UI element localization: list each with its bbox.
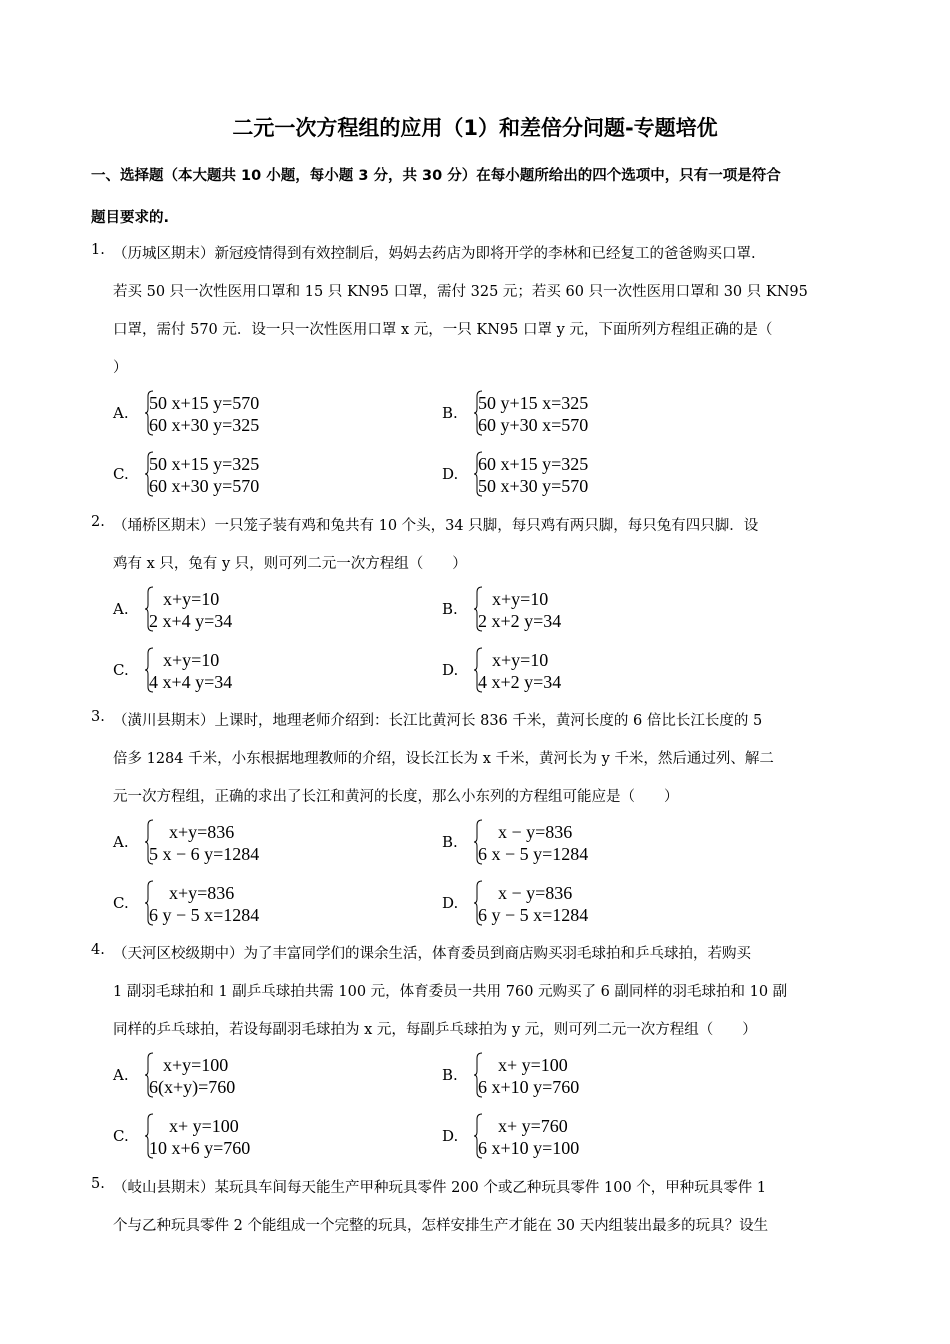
equation-2: 5 x − 6 y=1284: [149, 844, 260, 864]
option-letter: B.: [442, 833, 458, 851]
equation-1: 50 x+15 y=325: [149, 454, 260, 474]
question-4-line1: （天河区校级期中）为了丰富同学们的课余生活，体育委员到商店购买羽毛球拍和乒乓球拍，若购买: [113, 946, 751, 962]
equation-2: 6 x − 5 y=1284: [478, 844, 589, 864]
question-2-option-d: [442, 647, 742, 695]
option-letter: C.: [113, 1127, 129, 1145]
equation-2: 60 x+30 y=325: [149, 415, 260, 435]
question-1-number: 1.: [91, 242, 105, 258]
question-5-line2: 个与乙种玩具零件 2 个能组成一个完整的玩具，怎样安排生产才能在 30 天内组装出最多的玩具？设生: [113, 1218, 769, 1234]
question-3-option-a: [113, 819, 413, 867]
option-letter: D.: [442, 1127, 459, 1145]
question-2-option-b: [442, 586, 742, 634]
question-1-line4: ）: [113, 360, 128, 376]
question-2-line1: （埇桥区期末）一只笼子装有鸡和兔共有 10 个头，34 只脚，每只鸡有两只脚，每只兔有四只脚．设: [113, 518, 759, 534]
option-letter: D.: [442, 894, 459, 912]
equation-2: 60 x+30 y=570: [149, 476, 260, 496]
equation-2: 6 x+10 y=760: [478, 1077, 580, 1097]
question-4-option-c: [113, 1113, 413, 1161]
option-letter: B.: [442, 1066, 458, 1084]
question-4-number: 4.: [91, 942, 105, 958]
equation-1: 50 y+15 x=325: [478, 393, 589, 413]
question-4-option-a: [113, 1052, 413, 1100]
equation-1: x+y=100: [163, 1055, 229, 1075]
equation-2: 6(x+y)=760: [149, 1077, 236, 1097]
question-3-number: 3.: [91, 709, 105, 725]
question-2-line2: 鸡有 x 只，兔有 y 只，则可列二元一次方程组（ ）: [113, 556, 467, 572]
equation-2: 2 x+4 y=34: [149, 611, 233, 631]
question-5-number: 5.: [91, 1176, 105, 1192]
equation-2: 4 x+4 y=34: [149, 672, 233, 692]
question-2-option-a: [113, 586, 413, 634]
page-title: 二元一次方程组的应用（1）和差倍分问题-专题培优: [232, 116, 718, 140]
equation-1: x − y=836: [498, 822, 573, 842]
question-3-option-c: [113, 880, 413, 928]
option-letter: C.: [113, 894, 129, 912]
equation-2: 4 x+2 y=34: [478, 672, 562, 692]
equation-1: x+y=836: [169, 822, 235, 842]
equation-2: 6 x+10 y=100: [478, 1138, 580, 1158]
question-3-line3: 元一次方程组，正确的求出了长江和黄河的长度，那么小东列的方程组可能应是（ ）: [113, 789, 679, 805]
equation-1: x+y=10: [163, 589, 220, 609]
section-heading-line1: 一、选择题（本大题共 10 小题，每小题 3 分，共 30 分）在每小题所给出的四个选项中，只有一项是符合: [91, 168, 781, 184]
question-3-line2: 倍多 1284 千米，小东根据地理教师的介绍，设长江长为 x 千米，黄河长为 y 千米，然后通过列、解二: [113, 751, 774, 767]
equation-1: x+ y=100: [498, 1055, 568, 1075]
equation-1: x+ y=760: [498, 1116, 568, 1136]
question-3-option-d: [442, 880, 742, 928]
question-1-option-a: [113, 390, 413, 438]
option-letter: B.: [442, 600, 458, 618]
equation-1: x+y=10: [163, 650, 220, 670]
question-2-number: 2.: [91, 514, 105, 530]
option-letter: C.: [113, 661, 129, 679]
section-heading-line2: 题目要求的.: [91, 210, 170, 226]
question-1-option-b: [442, 390, 742, 438]
equation-1: 60 x+15 y=325: [478, 454, 589, 474]
question-4-option-b: [442, 1052, 742, 1100]
option-letter: A.: [113, 600, 129, 618]
question-1-option-c: [113, 451, 413, 499]
equation-1: x+y=10: [492, 650, 549, 670]
question-1-line3: 口罩，需付 570 元．设一只一次性医用口罩 x 元，一只 KN95 口罩 y 元，下面所列方程组正确的是（: [113, 322, 773, 338]
question-4-line3: 同样的乒乓球拍，若设每副羽毛球拍为 x 元，每副乒乓球拍为 y 元，则可列二元一次方程组（ ）: [113, 1022, 757, 1038]
option-letter: B.: [442, 404, 458, 422]
option-letter: A.: [113, 833, 129, 851]
option-letter: D.: [442, 661, 459, 679]
question-3-line1: （潢川县期末）上课时，地理老师介绍到：长江比黄河长 836 千米，黄河长度的 6 倍比长江长度的 5: [113, 713, 763, 729]
equation-2: 10 x+6 y=760: [149, 1138, 251, 1158]
question-4-option-d: [442, 1113, 742, 1161]
option-letter: D.: [442, 465, 459, 483]
question-5-line1: （岐山县期末）某玩具车间每天能生产甲种玩具零件 200 个或乙种玩具零件 100 个，甲种玩具零件 1: [113, 1180, 767, 1196]
equation-1: x+y=836: [169, 883, 235, 903]
question-1-option-d: [442, 451, 742, 499]
option-letter: A.: [113, 404, 129, 422]
equation-2: 6 y − 5 x=1284: [478, 905, 589, 925]
question-2-option-c: [113, 647, 413, 695]
question-4-line2: 1 副羽毛球拍和 1 副乒乓球拍共需 100 元，体育委员一共用 760 元购买了 6 副同样的羽毛球拍和 10 副: [113, 984, 788, 1000]
question-3-option-b: [442, 819, 742, 867]
option-letter: C.: [113, 465, 129, 483]
equation-2: 50 x+30 y=570: [478, 476, 589, 496]
equation-2: 6 y − 5 x=1284: [149, 905, 260, 925]
equation-1: x+y=10: [492, 589, 549, 609]
equation-2: 60 y+30 x=570: [478, 415, 589, 435]
equation-1: 50 x+15 y=570: [149, 393, 260, 413]
option-letter: A.: [113, 1066, 129, 1084]
equation-2: 2 x+2 y=34: [478, 611, 562, 631]
question-1-line1: （历城区期末）新冠疫情得到有效控制后，妈妈去药店为即将开学的李林和已经复工的爸爸购买口罩.: [113, 246, 756, 262]
question-1-line2: 若买 50 只一次性医用口罩和 15 只 KN95 口罩，需付 325 元；若买 60 只一次性医用口罩和 30 只 KN95: [113, 284, 808, 300]
equation-1: x − y=836: [498, 883, 573, 903]
equation-1: x+ y=100: [169, 1116, 239, 1136]
